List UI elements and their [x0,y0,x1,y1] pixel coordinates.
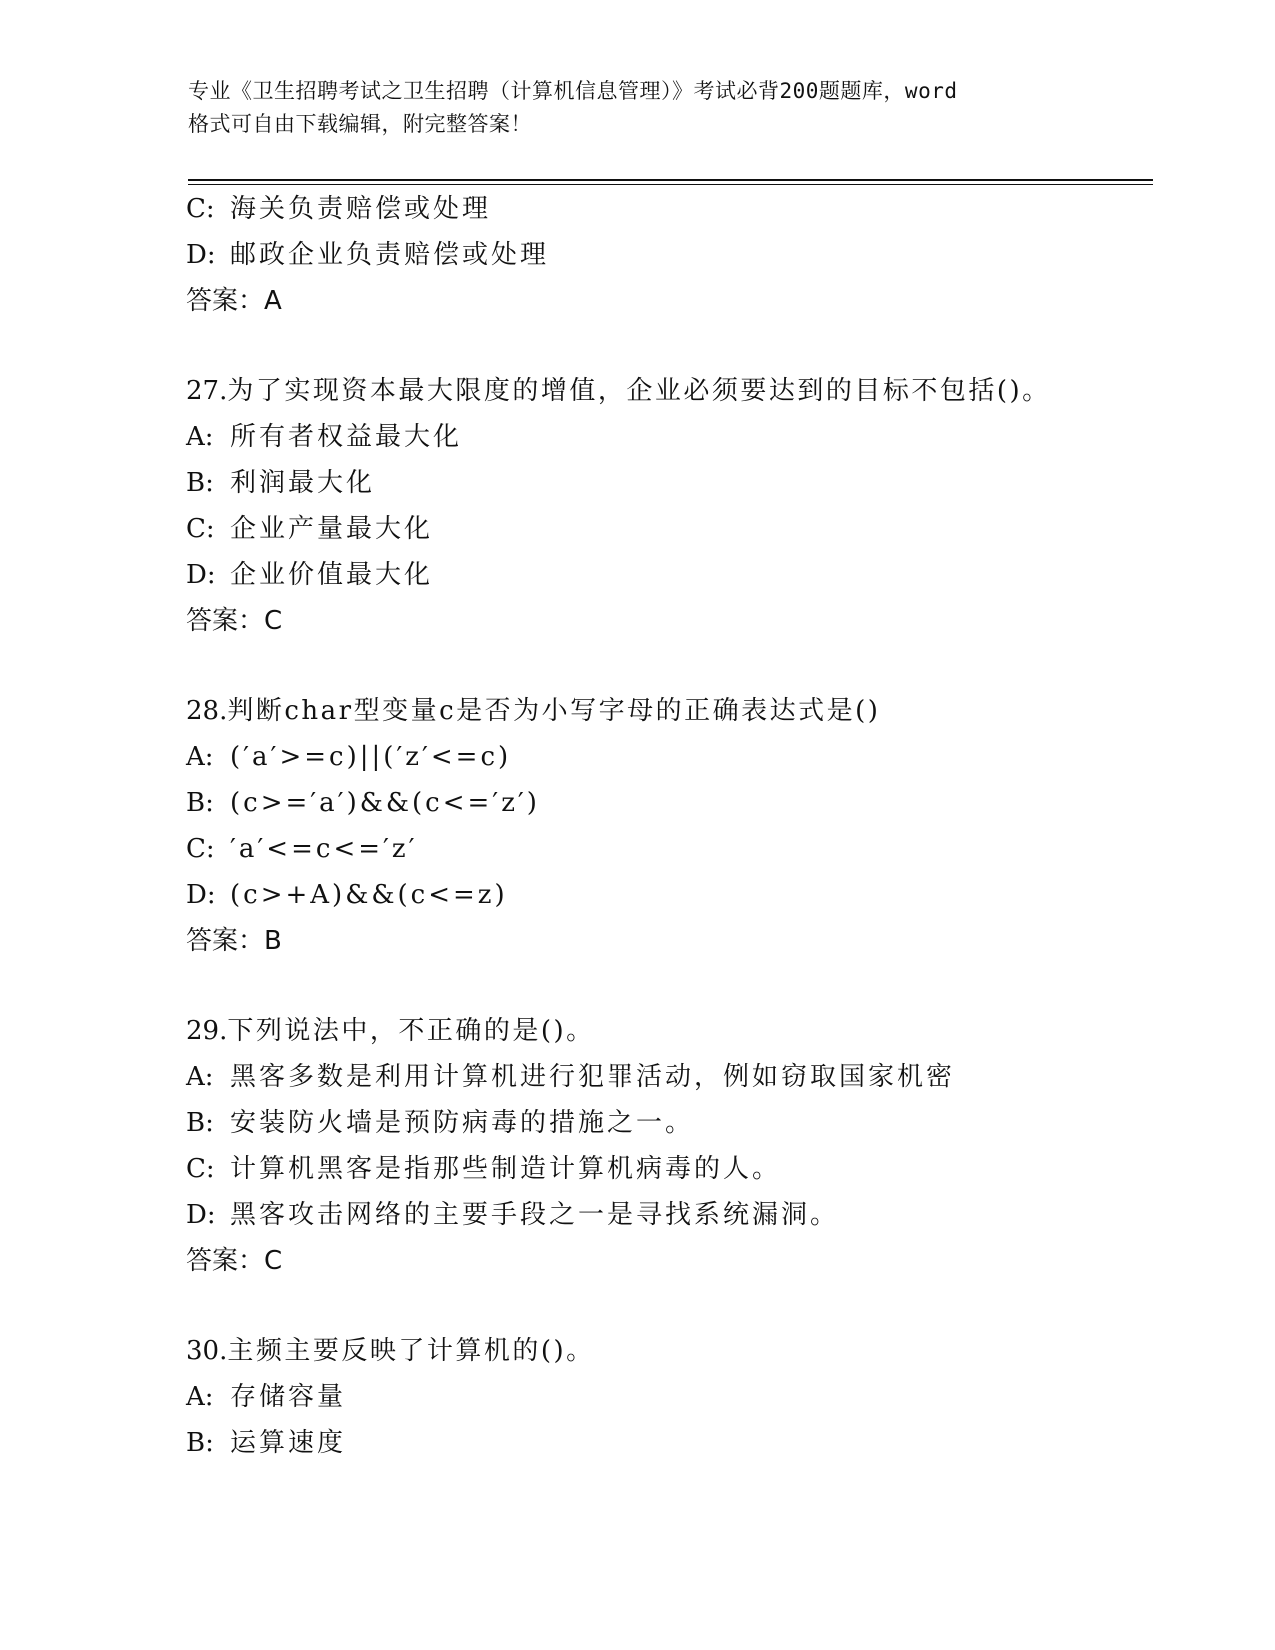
question-number: 29. [186,1016,228,1046]
question-text: 为了实现资本最大限度的增值，企业必须要达到的目标不包括()。 [227,376,1051,406]
option-label: D: [186,560,216,590]
question-text: 判断char型变量c是否为小写字母的正确表达式是() [227,696,881,726]
answer-line: 答案：A [186,286,282,316]
option-text: ′a′<=c<=′z′ [230,834,418,864]
option-row [186,1054,1146,1100]
question-stem [186,1008,1146,1054]
option-label: C: [186,514,215,544]
option-row [186,506,1146,552]
question-number: 30. [186,1336,228,1366]
question-stem [186,1328,1146,1374]
option-label: D: [186,1200,216,1230]
question-text: 主频主要反映了计算机的()。 [227,1336,595,1366]
option-row [186,826,1146,872]
question-stem [186,688,1146,734]
answer-line: 答案：C [186,606,283,636]
option-label: B: [186,1428,214,1458]
document-header [188,75,1088,141]
option-label: A: [186,422,214,452]
option-row [186,734,1146,780]
option-row [186,1374,1146,1420]
option-label: C: [186,194,215,224]
option-text: 企业价值最大化 [230,560,434,590]
option-text: 黑客攻击网络的主要手段之一是寻找系统漏洞。 [230,1200,840,1230]
option-text: 邮政企业负责赔偿或处理 [230,240,550,270]
option-label: B: [186,468,214,498]
option-row [186,186,1146,232]
option-row [186,414,1146,460]
option-row [186,1420,1146,1466]
header-divider-thick [188,179,1153,181]
question-stem [186,368,1146,414]
option-text: 海关负责赔偿或处理 [230,194,492,224]
option-label: C: [186,834,215,864]
option-row [186,460,1146,506]
option-row [186,872,1146,918]
answer-line: 答案：C [186,1246,283,1276]
question-text: 下列说法中，不正确的是()。 [227,1016,595,1046]
option-row [186,1146,1146,1192]
option-text: 运算速度 [230,1428,347,1458]
header-line-2: 格式可自由下载编辑，附完整答案！ [188,112,532,136]
option-label: C: [186,1154,215,1184]
option-text: 计算机黑客是指那些制造计算机病毒的人。 [230,1154,782,1184]
option-text: 安装防火墙是预防病毒的措施之一。 [230,1108,695,1138]
question-number: 27. [186,376,228,406]
option-row [186,780,1146,826]
option-row [186,232,1146,278]
header-divider-thin [188,184,1153,185]
option-label: D: [186,880,216,910]
option-label: A: [186,1382,214,1412]
option-text: 企业产量最大化 [230,514,434,544]
option-text: (′a′>=c)||(′z′<=c) [230,742,512,772]
option-row [186,1192,1146,1238]
option-label: B: [186,1108,214,1138]
option-text: (c>+A)&&(c<=z) [230,880,508,910]
option-label: B: [186,788,214,818]
option-text: (c>=′a′)&&(c<=′z′) [230,788,540,818]
answer-line: 答案：B [186,926,282,956]
option-row [186,552,1146,598]
option-text: 利润最大化 [230,468,376,498]
question-number: 28. [186,696,228,726]
option-text: 黑客多数是利用计算机进行犯罪活动，例如窃取国家机密 [230,1062,956,1092]
question-list [186,186,1146,1466]
option-label: A: [186,1062,214,1092]
option-text: 存储容量 [230,1382,347,1412]
option-label: A: [186,742,214,772]
option-text: 所有者权益最大化 [230,422,463,452]
header-line-1: 专业《卫生招聘考试之卫生招聘（计算机信息管理）》考试必背200题题库，word [188,79,958,103]
option-row [186,1100,1146,1146]
option-label: D: [186,240,216,270]
